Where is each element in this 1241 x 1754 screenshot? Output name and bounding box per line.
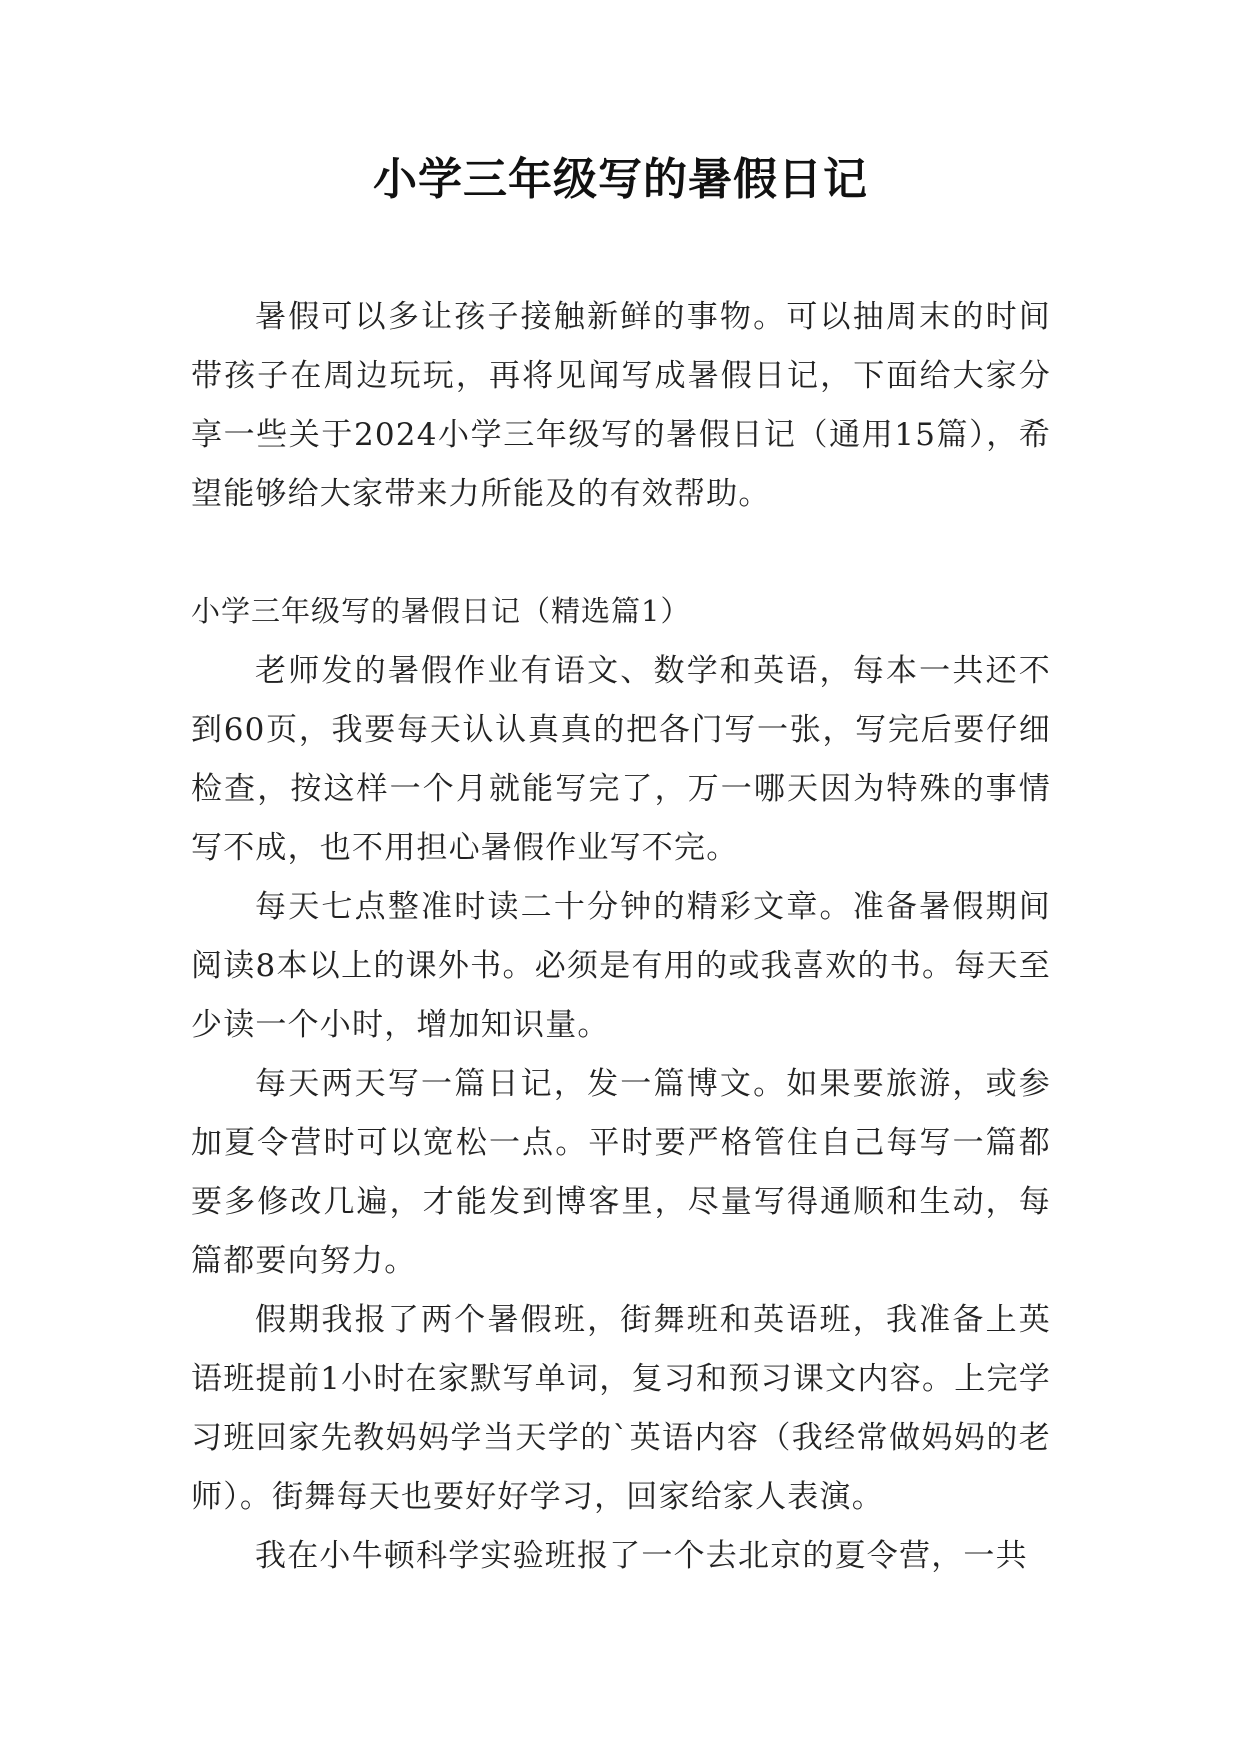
- body-paragraph: 老师发的暑假作业有语文、数学和英语，每本一共还不到60页，我要每天认认真真的把各门写一张，写完后要仔细检查，按这样一个月就能写完了，万一哪天因为特殊的事情写不成，也不用担心暑假作业写不完。: [191, 653, 1051, 866]
- section-heading: 小学三年级写的暑假日记（精选篇1）: [191, 594, 691, 628]
- body-paragraph: 每天七点整准时读二十分钟的精彩文章。准备暑假期间阅读8本以上的课外书。必须是有用的或我喜欢的书。每天至少读一个小时，增加知识量。: [191, 889, 1051, 1043]
- body-paragraph: 我在小牛顿科学实验班报了一个去北京的夏令营，一共: [255, 1538, 1028, 1574]
- intro-paragraph: 暑假可以多让孩子接触新鲜的事物。可以抽周末的时间带孩子在周边玩玩，再将见闻写成暑假日记，下面给大家分享一些关于2024小学三年级写的暑假日记（通用15篇），希望能够给大家带来力所能及的有效帮助。: [191, 299, 1051, 512]
- document-body: [191, 288, 1051, 1586]
- body-paragraph: 假期我报了两个暑假班，街舞班和英语班，我准备上英语班提前1小时在家默写单词，复习和预习课文内容。上完学习班回家先教妈妈学当天学的`英语内容（我经常做妈妈的老师）。街舞每天也要好好学习，回家给家人表演。: [191, 1302, 1051, 1515]
- body-paragraph: 每天两天写一篇日记，发一篇博文。如果要旅游，或参加夏令营时可以宽松一点。平时要严格管住自己每写一篇都要多修改几遍，才能发到博客里，尽量写得通顺和生动，每篇都要向努力。: [191, 1066, 1051, 1279]
- document-title: 小学三年级写的暑假日记: [373, 154, 868, 205]
